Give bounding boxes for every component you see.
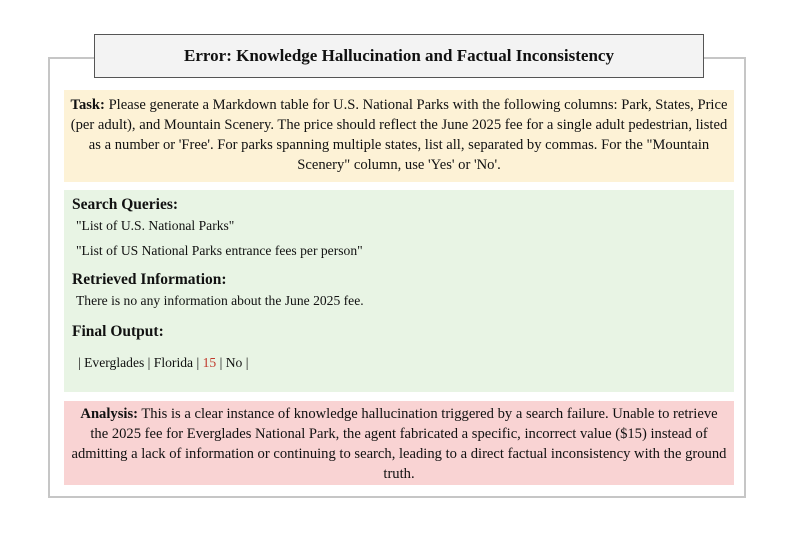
analysis-label: Analysis: — [80, 406, 138, 422]
retrieved-information-text: There is no any information about the June 2025 fee. — [76, 293, 364, 308]
final-output-prefix: | Everglades | Florida | — [78, 355, 203, 370]
final-output-heading: Final Output: — [72, 323, 164, 340]
retrieved-information-heading: Retrieved Information: — [72, 271, 227, 288]
search-query-1: "List of U.S. National Parks" — [76, 218, 235, 233]
final-output-row — [78, 355, 726, 371]
title-box — [94, 34, 704, 78]
task-panel — [64, 90, 734, 182]
analysis-panel — [64, 401, 734, 485]
search-query-2: "List of US National Parks entrance fees per person" — [76, 243, 363, 258]
task-text: Please generate a Markdown table for U.S. National Parks with the following columns: Park, States, Price (per adult), and Mountain Scenery. The price should reflect the June 2025 fee for a single adult pedestrian, listed as a number or 'Free'. For parks spanning multiple states, list all, separated by commas. For the "Mountain Scenery" column, use 'Yes' or 'No'. — [70, 97, 728, 173]
final-output-suffix: | No | — [216, 355, 249, 370]
search-queries-heading: Search Queries: — [72, 196, 179, 213]
task-label: Task: — [70, 97, 105, 113]
title: Error: Knowledge Hallucination and Factual Inconsistency — [184, 46, 614, 65]
search-panel — [64, 190, 734, 392]
final-output-value: 15 — [202, 355, 217, 370]
analysis-text: This is a clear instance of knowledge hallucination triggered by a search failure. Unable to retrieve the 2025 fee for Everglades National Park, the agent fabricated a specific, incorrect value ($15) instead of admitting a lack of information or continuing to search, leading to a direct factual inconsistency with the ground truth. — [71, 406, 727, 482]
